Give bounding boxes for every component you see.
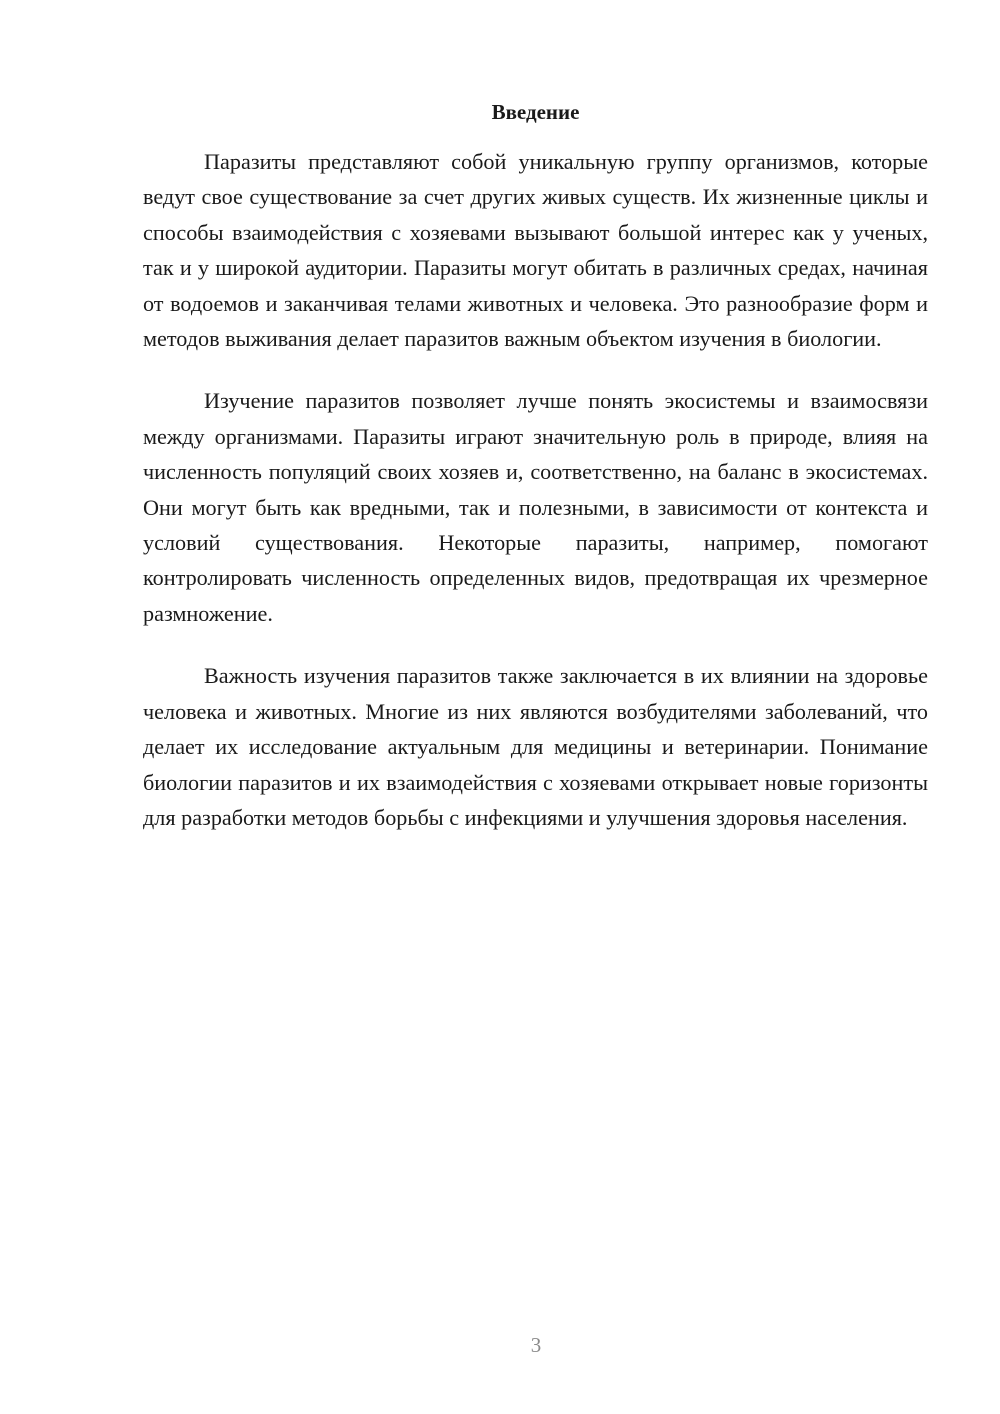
paragraph-3: Важность изучения паразитов также заключается в их влиянии на здоровье человека и животных. Многие из них являются возбудителями заболеваний, что делает их исследование актуальным для медицины и ветеринарии. Понимание биологии паразитов и их взаимодействия с хозяевами открывает новые горизонты для разработки методов борьбы с инфекциями и улучшения здоровья населения. xyxy=(143,663,928,830)
page-number: 3 xyxy=(530,1333,542,1357)
body-text xyxy=(143,144,928,862)
paragraph-1: Паразиты представляют собой уникальную группу организмов, которые ведут свое существование за счет других живых существ. Их жизненные циклы и способы взаимодействия с хозяевами вызывают большой интерес как у ученых, так и у широкой аудитории. Паразиты могут обитать в различных средах, начиная от водоемов и заканчивая телами животных и человека. Это разнообразие форм и методов выживания делает паразитов важным объектом изучения в биологии. xyxy=(143,149,928,352)
paragraph-2: Изучение паразитов позволяет лучше понять экосистемы и взаимосвязи между организмами. Паразиты играют значительную роль в природе, влияя на численность популяций своих хозяев и, соответственно, на баланс в экосистемах. Они могут быть как вредными, так и полезными, в зависимости от контекста и условий существования. Некоторые паразиты, например, помогают контролировать численность определенных видов, предотвращая их чрезмерное размножение. xyxy=(143,388,928,626)
section-title: Введение xyxy=(491,100,580,124)
